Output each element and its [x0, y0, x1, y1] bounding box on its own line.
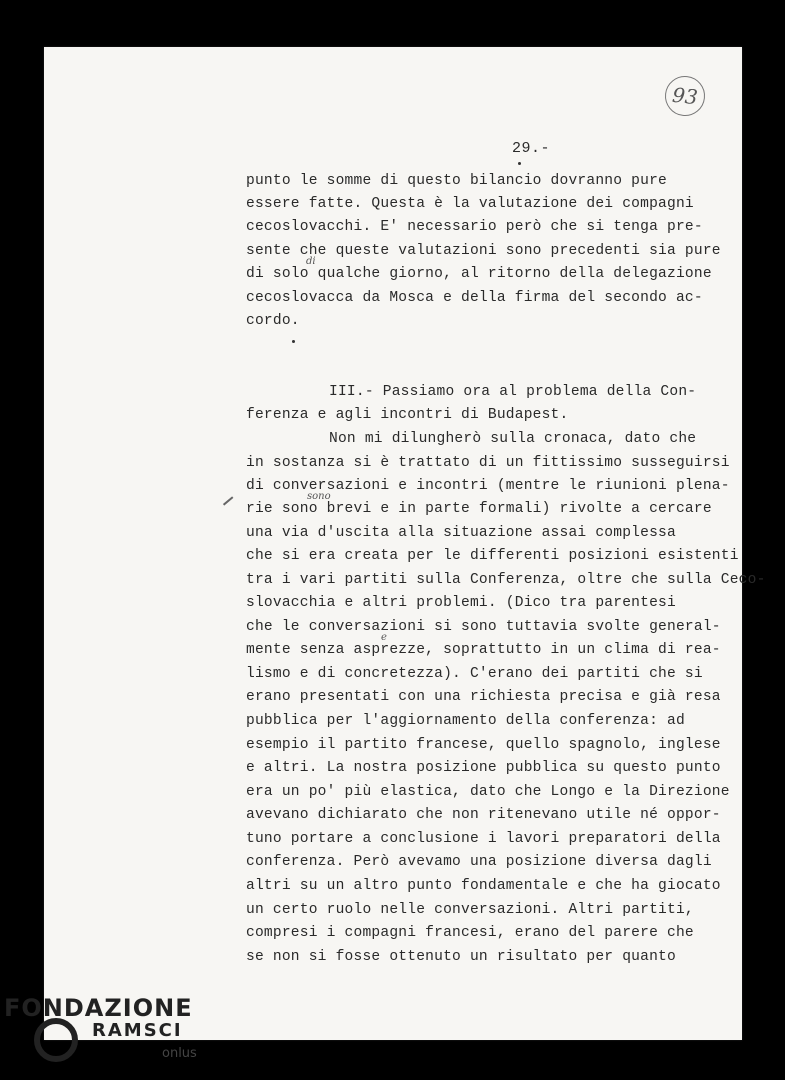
- text-line: cordo.: [246, 313, 300, 329]
- text-line: pubblica per l'aggiornamento della conferenza: ad: [246, 713, 685, 729]
- text-line: conferenza. Però avevamo una posizione diversa dagli: [246, 854, 712, 870]
- text-line: mente senza asprezze, soprattutto in un clima di rea-: [246, 642, 721, 658]
- text-line: che le conversazioni si sono tuttavia svolte general-: [246, 619, 721, 635]
- page-number: 29.-: [512, 140, 551, 157]
- text-line: se non si fosse ottenuto un risultato per quanto: [246, 949, 676, 965]
- text-line: tra i vari partiti sulla Conferenza, oltre che sulla Ceco-: [246, 572, 766, 588]
- text-line: punto le somme di questo bilancio dovranno pure: [246, 173, 668, 189]
- archive-number-stamp: 93: [663, 74, 707, 118]
- text-line: un certo ruolo nelle conversazioni. Altri partiti,: [246, 902, 694, 918]
- text-line: e altri. La nostra posizione pubblica su questo punto: [246, 760, 721, 776]
- text-line: Non mi dilungherò sulla cronaca, dato che: [329, 431, 697, 447]
- text-line: compresi i compagni francesi, erano del parere che: [246, 925, 694, 941]
- logo-line2: RAMSCI: [92, 1020, 183, 1041]
- text-line: erano presentati con una richiesta precisa e già resa: [246, 689, 721, 705]
- text-line: tuno portare a conclusione i lavori preparatori della: [246, 831, 721, 847]
- text-line: rie sono brevi e in parte formali) rivolte a cercare: [246, 501, 712, 517]
- typewriter-dot: [518, 162, 521, 165]
- typewriter-dot: [292, 340, 295, 343]
- logo-line1: FONDAZIONE: [4, 994, 193, 1022]
- logo-g-icon: [34, 1018, 78, 1062]
- handwritten-note: e: [381, 632, 387, 643]
- text-line: di conversazioni e incontri (mentre le riunioni plena-: [246, 478, 730, 494]
- text-line: cecoslovacchi. E' necessario però che si tenga pre-: [246, 219, 703, 235]
- text-line: in sostanza si è trattato di un fittissimo susseguirsi: [246, 455, 730, 471]
- text-line: altri su un altro punto fondamentale e che ha giocato: [246, 878, 721, 894]
- text-line: una via d'uscita alla situazione assai complessa: [246, 525, 676, 541]
- text-line: slovacchia e altri problemi. (Dico tra parentesi: [246, 595, 676, 611]
- text-line: esempio il partito francese, quello spagnolo, inglese: [246, 737, 721, 753]
- handwritten-note: sono: [307, 491, 331, 502]
- text-line: sente che queste valutazioni sono precedenti sia pure: [246, 243, 721, 259]
- text-line: lismo e di concretezza). C'erano dei partiti che si: [246, 666, 703, 682]
- text-line: di solo qualche giorno, al ritorno della delegazione: [246, 266, 712, 282]
- text-line: avevano dichiarato che non ritenevano utile né oppor-: [246, 807, 721, 823]
- logo-onlus: onlus: [162, 1046, 197, 1061]
- handwritten-note: di: [306, 256, 316, 267]
- text-line: essere fatte. Questa è la valutazione dei compagni: [246, 196, 694, 212]
- text-line: che si era creata per le differenti posizioni esistenti: [246, 548, 739, 564]
- section-heading: III.- Passiamo ora al problema della Con-: [329, 384, 697, 400]
- text-line: cecoslovacca da Mosca e della firma del secondo ac-: [246, 290, 703, 306]
- text-line: era un po' più elastica, dato che Longo e la Direzione: [246, 784, 730, 800]
- section-heading: ferenza e agli incontri di Budapest.: [246, 407, 569, 423]
